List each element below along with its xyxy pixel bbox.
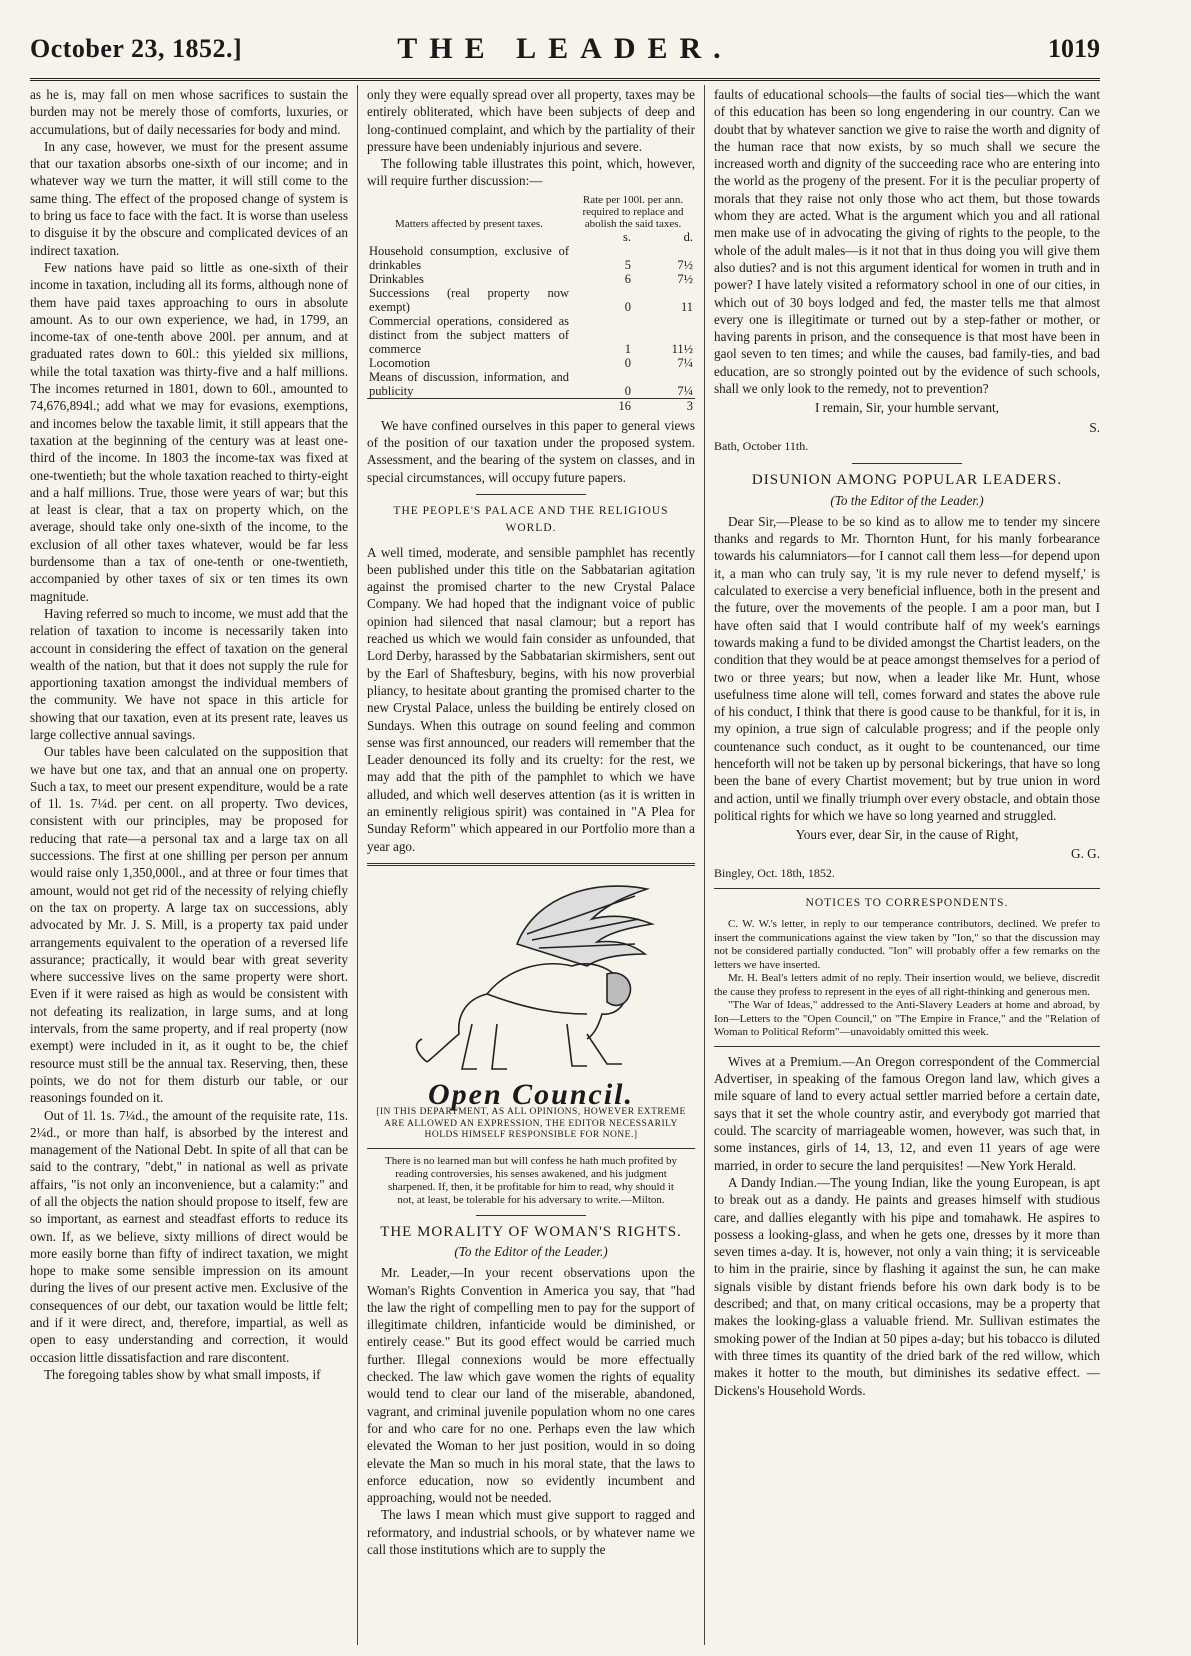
paragraph: Our tables have been calculated on the supposition that we have but one tax, and that an annual one on property. Such a tax, to meet our present expenditure, would be a rate of 1l. 1s. 7¼d. per cent. on all property. Two devices, consistent with our principles, may be proposed for reducing that rate—a personal tax and a large tax on all successions. The first at one shilling per person per annum would raise only 1,350,000l., and at three or four times that amount, would not get rid of the necessity of relying chiefly on the tax on property. A large tax on successions, ably advocated by Mr. J. S. Mill, is a property tax paid under arrangements equivalent to the operation of a reversed life assurance; practically, it would bear with great severity where successive lives on the same property were short. Even if it were raised as high as would be consistent with not defeating its realization, in large sums, and at long intervals, from the same property, and if real property (now exempt) were included in it, as it ought to be, the chief resource must still be the annual tax. Reserving, then, these points, we do not for them disturb our table, or our reasonings founded on it. (30, 744, 348, 1106)
paragraph: Dear Sir,—Please to be so kind as to allow me to tender my sincere thanks and regards to Mr. Thornton Hunt, for his manly forbearance towards his calumniators—for I cannot call them less—for depend upon it, a man who can truly say, 'it is my rule never to defend myself,' is calculated to exercise a very beneficial influence, both in the present and the future, over the movements of the people. I am a poor man, but I have often said that I would contribute half of my week's earnings towards making a fund to be divided amongst the Chartist leaders, on the condition that they would be at peace amongst themselves for a period of two or three years; but now, when a leader like Mr. Hunt, whose usefulness time alone will tell, comes forward and states the above rule of his conduct, I think that there is good cause to be thankful, for it is, in my opinion, a true sign of calculable progress; and if the people only countenance such conduct, as it ought to be countenanced, our time henceforth will not be taken up by personal bickerings, that have so long been the bane of every Chartist movement; but by true union in word and action, until we finally triumph over every obstacle, and obtain those political rights for which we have so long yearned and struggled. (714, 513, 1100, 823)
paragraph: We have confined ourselves in this paper to general views of the position of our taxation under the proposed system. Assessment, and the bearing of the system on classes, and in special circumstances, will occupy future papers. (367, 417, 695, 485)
winged-lion-emblem-icon (367, 874, 695, 1084)
paragraph: Few nations have paid so little as one-sixth of their income in taxation, including all its forms, although none of them have paid taxes approaching to ours in absolute amount. As to our own experience, we had, in 1799, an income-tax of one-tenth above 200l. per annum, and at graduated rates down to 60l.: this yielded six millions, while the total taxation was thirty-five and a half millions. The incomes returned in 1801, down to 60l., amounted to 74,676,894l.; add what we may for evasions, exemptions, and incomes below the taxable limit, it still appears that the taxation at the beginning of the century was at least one-third of the income. In 1803 the income-tax was fixed at one-twentieth; but the whole taxation reached to thirty-eight and a half millions. True, those were years of war; but this at least is clear, that a tax on property which, on the average, should take only one-sixth of the income, to the exclusion of all other taxes whatever, would be far less burdensome than a tax of one-tenth or one-twentieth, accompanied by other taxes of six or ten times its own magnitude. (30, 259, 348, 604)
table-total-row (367, 398, 695, 413)
column-rule (704, 85, 705, 1645)
section-heading: NOTICES TO CORRESPONDENTS. (805, 897, 1009, 910)
section-heading: DISUNION AMONG POPULAR LEADERS. (751, 472, 1063, 489)
section-heading: THE PEOPLE'S PALACE AND THE RELIGIOUS WORLD. (393, 504, 669, 535)
newspaper-title: THE LEADER. (397, 32, 733, 65)
total-shillings: 16 (571, 398, 633, 413)
table-row: Locomotion 0 7¼ (369, 355, 693, 370)
open-council-title: Open Council. (427, 1077, 635, 1111)
paragraph: Out of 1l. 1s. 7¼d., the amount of the requisite rate, 11s. 2¼d., or more than half, is absorbed by the interest and management of the National Debt. In spite of all that can be said to the contrary, "debt," in national as well as private affairs, "is not only an inconvenience, but a calamity:" and of all the objects the nation should propose to itself, few are so important, as earnest and steadfast efforts to reduce its own. If, as we believe, sixty millions of direct would be more easily borne than fifty of indirect taxation, we might hope to make some sensible impression on its amount during the lives of our present active men. Exclusive of the consequences of our debt, our taxation would be little felt; and if it were direct, and, therefore, impartial, as well as open to easy understanding and correction, it would occasion little dissatisfaction and rare discontent. (30, 1107, 348, 1365)
column-rule (357, 85, 358, 1645)
paragraph: The foregoing tables show by what small imposts, if (44, 1366, 321, 1382)
section-subheading: (To the Editor of the Leader.) (454, 1244, 608, 1259)
table-row: Household consumption, exclusive of drinkables 5 7½ (369, 243, 693, 272)
divider (714, 1046, 1100, 1047)
column-2 (367, 86, 695, 1558)
section-heading: THE MORALITY OF WOMAN'S RIGHTS. (380, 1223, 682, 1240)
column-3 (714, 86, 1100, 1399)
divider (367, 863, 695, 866)
notice-item: Mr. H. Beal's letters admit of no reply. Their insertion would, we believe, discredit the cause they profess to represent in the eyes of all right-thinking and generous men. (714, 972, 1100, 998)
paragraph: Mr. Leader,—In your recent observations upon the Woman's Rights Convention in America you say, that "had the law the right of compelling men to pay for the support of illegitimate children, infanticide would be diminished, or entirely cease." But its good effect would be carried much further. Illegal connexions would be more effectually checked. The law which gave women the rights of equality would tend to clear our land of the miserable, abandoned, vagrant, and criminal juvenile population whom no one cares for and who care for no one. Perhaps even the law which elevated the Woman to her just position, would in so doing elevate the Man so much in his moral state, that the laws to enforce education, now so evidently incumbent and approaching, would not be needed. (367, 1265, 695, 1506)
tax-table (367, 194, 695, 413)
paragraph: In any case, however, we must for the present assume that our taxation absorbs one-sixth of our income; and in whatever way we turn the matter, it will still come to the same thing. The effect of the proposed change of system is to bring us face to face with the fact. It is worse than useless to disguise it by the obscure and complicated devices of an indirect taxation. (30, 138, 348, 258)
masthead-rule (30, 78, 1100, 81)
issue-date: October 23, 1852.] (30, 34, 243, 63)
paragraph: faults of educational schools—the faults of social ties—which the want of this education has been so long engendering in our country. Can we doubt that by whatever sanction we give to raise the worth and dignity of the human race that now exists, by so much shall we secure the increased worth and dignity of the succeeding race who are entering into the world as the progeny of the present. For it is the peculiar property of morals that they raise not only those who act them, but those towards whom they are acted. What is the argument which you and all rational men make use of in advocating the giving of rights to the people, to the whole of the adult males—is it not that in thus doing you will give them also duties? and is not this argument identical for women in truth and in power? I have lately visited a reformatory school in one of our cities, in which out of 30 boys lodged and fed, the master tells me that almost every one is illegitimate or turned out by a step-father or mother, or having parents in prison, and the consequence is that most have been in gaol seven to ten times; and while the causes, bad family-ties, and bad education, are so strongly pointed out by the evidence of such schools, shall we only look to the remedy, not to prevention? (714, 87, 1100, 397)
table-header-left: Matters affected by present taxes. (395, 217, 543, 230)
notice-item: C. W. W.'s letter, in reply to our temperance contributors, declined. We prefer to insert the communications against the view taken by "Ion," so that the discussion may not be considered partially conducted. "Ion" will probably offer a few remarks on the letters we have inserted. (714, 918, 1100, 971)
paragraph: as he is, may fall on men whose sacrifices to sustain the burden may not be merely those of comforts, luxuries, or accumulations, but of daily necessaries for body and mind. (30, 87, 348, 137)
milton-quote: There is no learned man but will confess he hath much profited by reading controversies, his senses awakened, and his judgment sharpened. If, then, it be profitable for him to read, why should it not, at least, be tolerable for his adversary to write.—Milton. (384, 1154, 678, 1206)
paragraph: only they were equally spread over all property, taxes may be entirely obliterated, which have been subjects of deep and long-continued complaint, and which by the partiality of their pressure have been undeniably injurious and severe. (367, 87, 695, 154)
notice-item: "The War of Ideas," addressed to the Anti-Slavery Leaders at home and abroad, by Ion—Letters to the "Open Council," on "The Empire in France," and the "Relation of Woman to Political Reform"—unavoidably omitted this week. (714, 999, 1100, 1039)
divider (476, 1215, 586, 1216)
letter-signature: G. G. (1071, 846, 1100, 862)
paragraph: The laws I mean which must give support to ragged and reformatory, and industrial schools, or by whatever name we call those institutions which are to supply the (367, 1507, 695, 1558)
table-row: Commercial operations, considered as distinct from the subject matters of commerce 1 11½ (369, 313, 693, 356)
total-pence: 3 (633, 398, 695, 413)
unit-pence: d. (683, 229, 693, 244)
masthead (30, 30, 1100, 70)
unit-shillings: s. (623, 229, 631, 244)
page-number: 1019 (1048, 34, 1100, 63)
paragraph: A Dandy Indian.—The young Indian, like the young European, is apt to break out as a dandy. He paints and greases himself with studious care, and dallies elegantly with his pipe and tomahawk. He aspires to possess a looking-glass, and when he gets one, dresses by it more than seven times a-day. It is, however, not only a vain thing; it is serviceable to him in the prairie, since by flashing it against the sun, he can make signals visible by distant friends before his own dark body is to be described; and that, on many critical occasions, may be a property that makes the looking-glass a valuable friend. Mr. Sullivan estimates the smoking power of the Indian at 50 pipes a-day; but his tobacco is diluted with three times its quantity of the dried bark of the red willow, which makes it hotter to the mouth, but diminishes its sedative effect. —Dickens's Household Words. (714, 1174, 1100, 1398)
letter-dateline: Bath, October 11th. (714, 438, 809, 453)
section-subheading: (To the Editor of the Leader.) (830, 492, 984, 508)
letter-signature: S. (1089, 419, 1100, 435)
letter-dateline: Bingley, Oct. 18th, 1852. (714, 865, 835, 880)
paragraph: Wives at a Premium.—An Oregon correspondent of the Commercial Advertiser, in speaking of the famous Oregon land law, which gives a mile square of land to every actual settler married before a certain date, says that it set the whole country astir, and everybody got married that could. The scarcity of marriageable women, however, was such that, in some instances, girls of 14, 13, 12, and even 11 years of age were married, in order to secure the land perquisites! —New York Herald. (714, 1053, 1100, 1173)
divider (852, 463, 962, 464)
table-row: Drinkables 6 7½ (369, 271, 693, 286)
divider (367, 1148, 695, 1149)
paragraph: Having referred so much to income, we must add that the relation of taxation to income is necessarily taken into account in considering the effect of taxation on the general wealth of the nation, but that it does not supply the rule for apportioning taxation amongst the individual members of the community. We have not space in this article for showing that our taxation, even at its present rate, leaves us large collective annual savings. (30, 605, 348, 742)
column-1 (30, 86, 348, 1383)
table-header-right: Rate per 100l. per ann. required to replace and abolish the said taxes. (582, 193, 684, 230)
table-row: Successions (real property now exempt) 0 11 (369, 285, 693, 314)
editorial-disclaimer: [IN THIS DEPARTMENT, AS ALL OPINIONS, HOWEVER EXTREME ARE ALLOWED AN EXPRESSION, THE EDITOR NECESSARILY HOLDS HIMSELF RESPONSIBLE FOR NONE.] (376, 1107, 686, 1141)
divider (714, 888, 1100, 889)
table-row: Means of discussion, information, and publicity 0 7¼ (369, 369, 693, 398)
notices-to-correspondents (714, 918, 1100, 1040)
letter-closing: I remain, Sir, your humble servant, (814, 400, 1000, 416)
letter-closing: Yours ever, dear Sir, in the cause of Right, (795, 827, 1019, 843)
divider (476, 494, 586, 495)
paragraph: A well timed, moderate, and sensible pamphlet has recently been published under this title on the Sabbatarian agitation against the promised charter to the new Crystal Palace Company. We had hoped that the indignant voice of public opinion had silenced that nasal clamour; but a report has reached us which we would fain consider as unfounded, that Lord Derby, harassed by the Sabbatarian skirmishers, sent out by the Earl of Shaftesbury, begins, with his now proverbial pliancy, to hesitate about granting the promised charter to the new Crystal Palace, unless the building be entirely closed on Sundays. When this outrage on sound feeling and common sense was first announced, our readers will remember that the Leader denounced its folly and its cruelty: for the rest, we may add that the pith of the pamphlet to which we have alluded, and which well deserves attention (as it is written in an eminently religious spirit) was contained in "A Plea for Sunday Reform" which appeared in our Portfolio more than a year ago. (367, 544, 695, 854)
paragraph: The following table illustrates this point, which, however, will require further discussion:— (367, 156, 695, 189)
